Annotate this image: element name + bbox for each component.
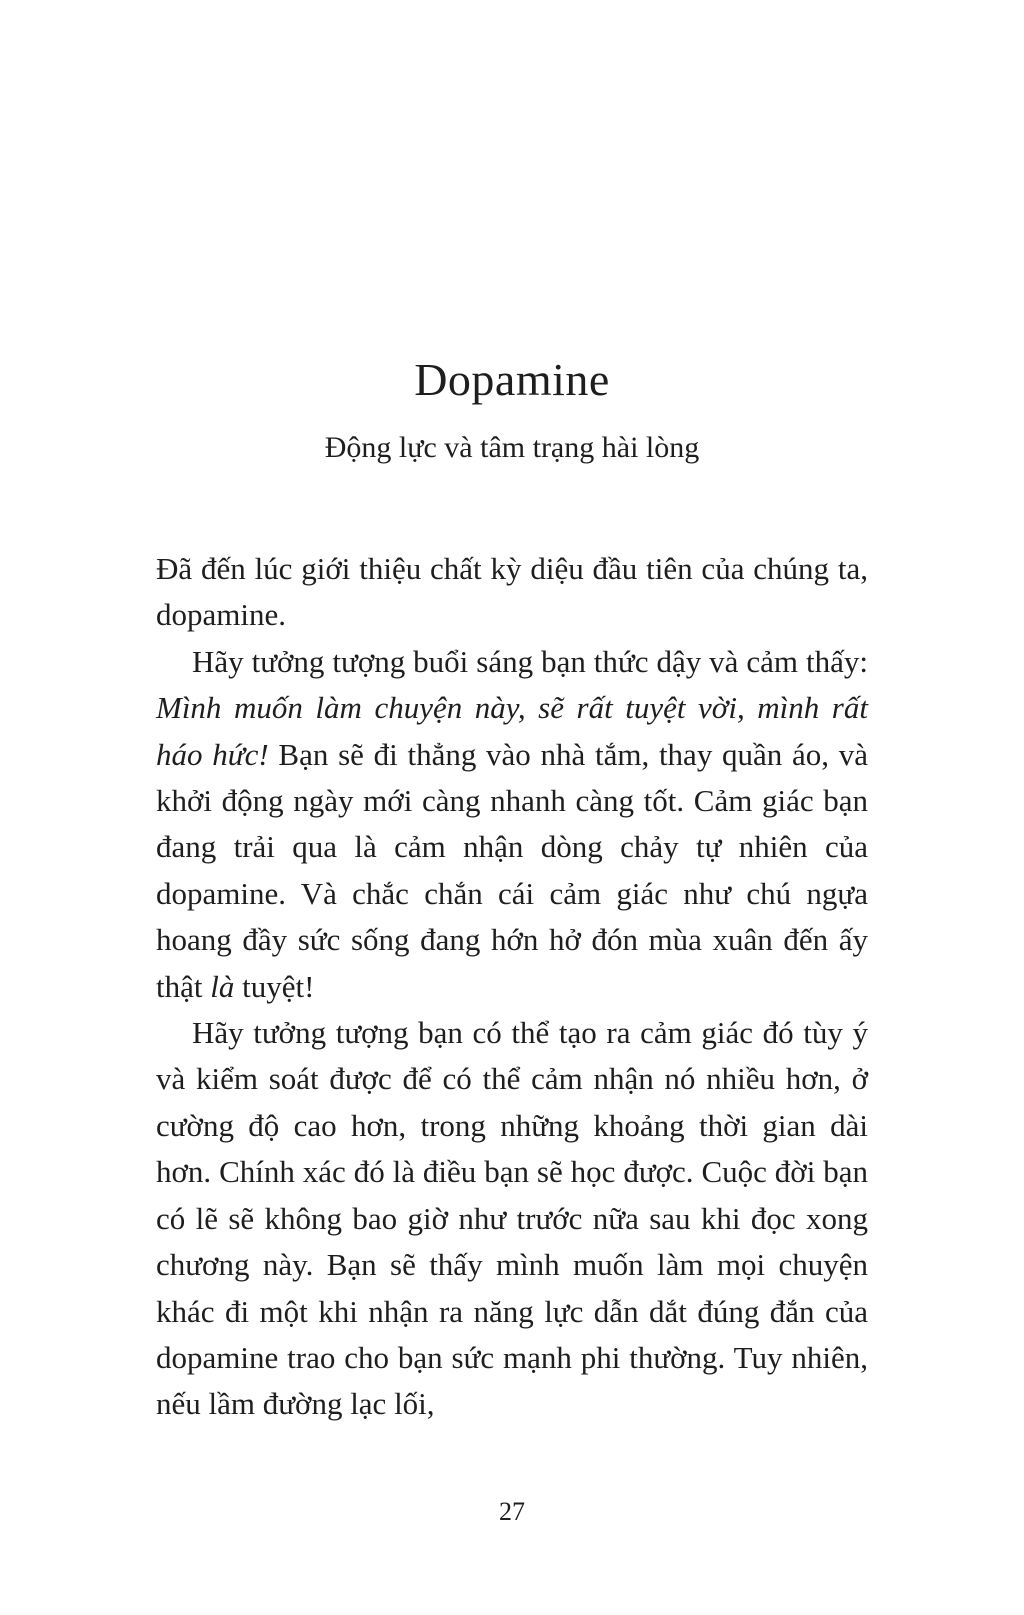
paragraph-3: Hãy tưởng tượng bạn có thể tạo ra cảm giác đó tùy ý và kiểm soát được để có thể cảm nhận nó nhiều hơn, ở cường độ cao hơn, trong những khoảng thời gian dài hơn. Chính xác đó là điều bạn sẽ học được. Cuộc đời bạn có lẽ sẽ không bao giờ như trước nữa sau khi đọc xong chương này. Bạn sẽ thấy mình muốn làm mọi chuyện khác đi một khi nhận ra năng lực dẫn dắt đúng đắn của dopamine trao cho bạn sức mạnh phi thường. Tuy nhiên, nếu lầm đường lạc lối, <box>156 1015 868 1422</box>
paragraph-2-italic: Mình muốn làm chuyện này, sẽ rất tuyệt vời, mình rất háo hức! <box>156 690 868 772</box>
body-text <box>156 546 868 1428</box>
paragraph-2-middle: Bạn sẽ đi thẳng vào nhà tắm, thay quần áo, và khởi động ngày mới càng nhanh càng tốt. Cảm giác bạn đang trải qua là cảm nhận dòng chảy tự nhiên của dopamine. Và chắc chắn cái cảm giác như chú ngựa hoang đầy sức sống đang hớn hở đón mùa xuân đến ấy thật <box>156 736 868 1004</box>
page-number: 27 <box>499 1497 525 1526</box>
paragraph-2-start: Hãy tưởng tượng buổi sáng bạn thức dậy và cảm thấy: <box>192 643 868 679</box>
paragraph-1: Đã đến lúc giới thiệu chất kỳ diệu đầu tiên của chúng ta, dopamine. <box>156 551 868 633</box>
paragraph-2-end: tuyệt! <box>234 968 315 1004</box>
paragraph-2-emphasis: là <box>210 968 235 1004</box>
chapter-title: Dopamine <box>414 354 610 405</box>
chapter-subtitle: Động lực và tâm trạng hài lòng <box>324 431 700 464</box>
paragraph-2 <box>156 639 868 1010</box>
